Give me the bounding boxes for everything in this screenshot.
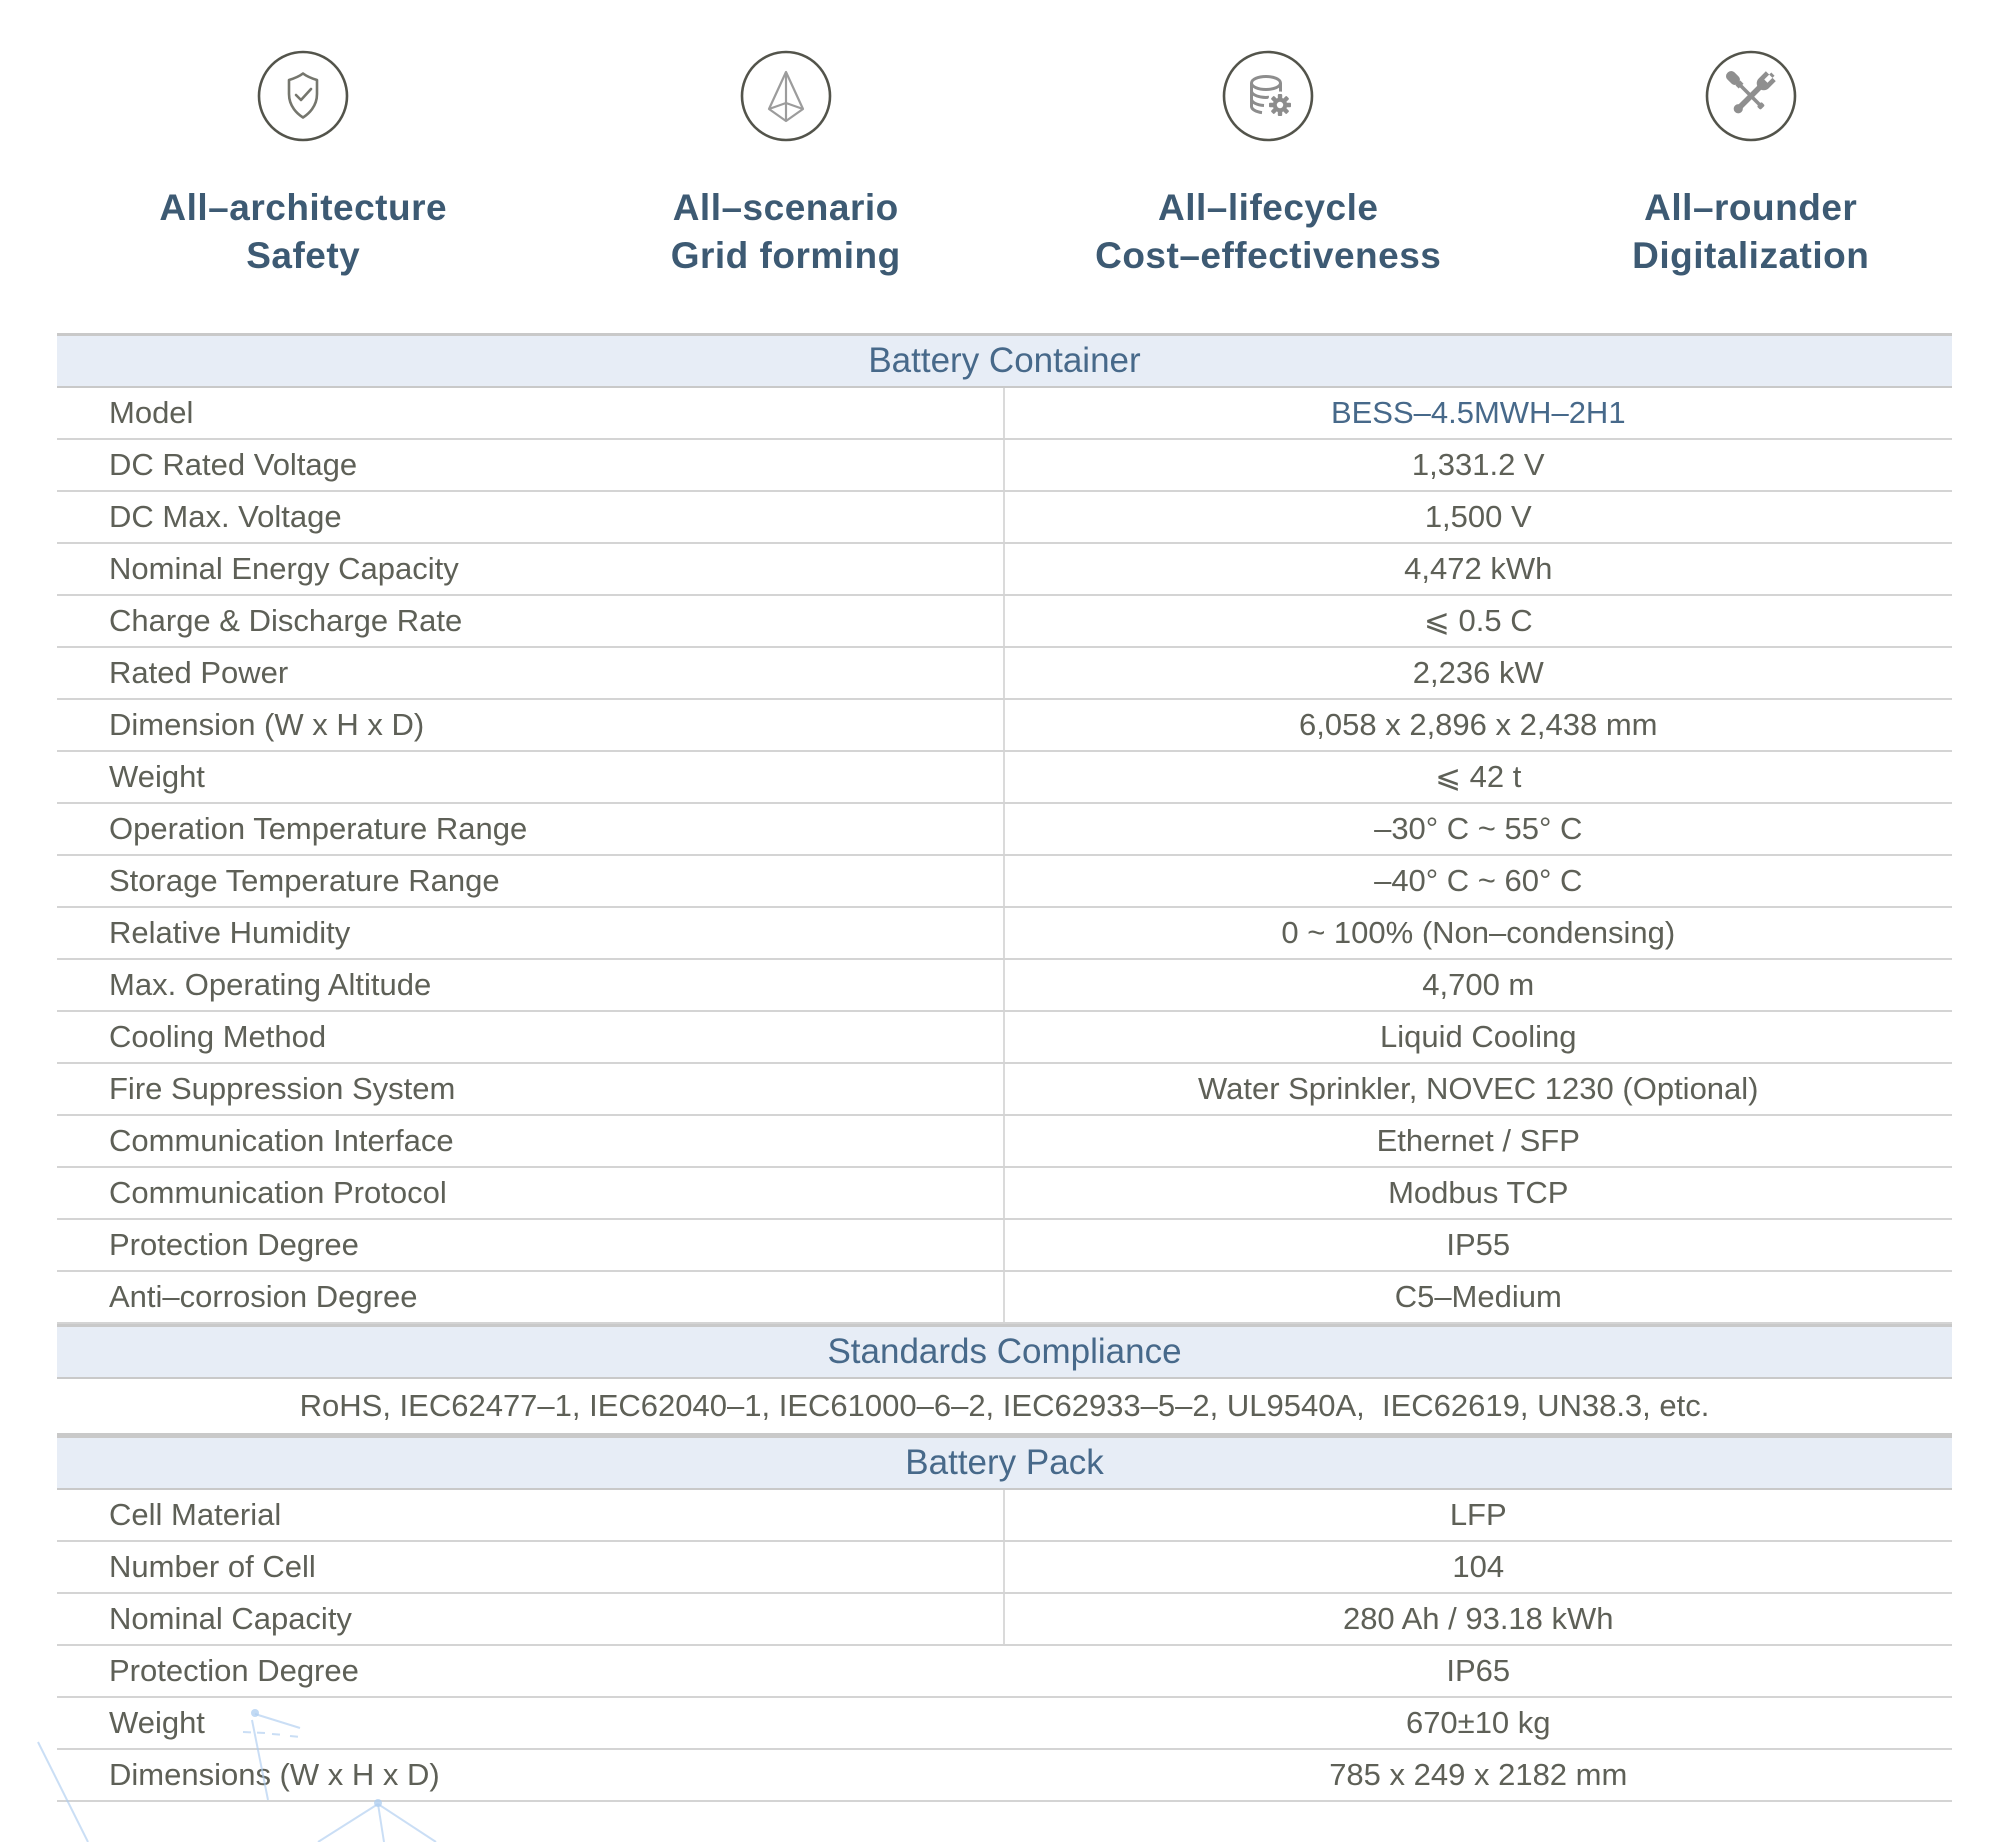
spec-value: 0 ~ 100% (Non–condensing)	[1281, 915, 1676, 950]
spec-label: Cell Material	[57, 1490, 1005, 1540]
spec-row	[57, 388, 1952, 440]
spec-value: 2,236 kW	[1412, 655, 1544, 690]
section-title: Battery Container	[57, 333, 1952, 388]
spec-row	[57, 908, 1952, 960]
feature-caption-line1: All–rounder	[1644, 187, 1858, 228]
spec-row	[57, 700, 1952, 752]
spec-row	[57, 492, 1952, 544]
spec-row	[57, 1220, 1952, 1272]
spec-value: 1,331.2 V	[1411, 447, 1545, 482]
spec-label: Communication Interface	[57, 1116, 1005, 1166]
feature-caption	[159, 184, 447, 280]
spec-row	[57, 1490, 1952, 1542]
spec-label: DC Rated Voltage	[57, 440, 1005, 490]
spec-value: 4,472 kWh	[1404, 551, 1553, 586]
feature-caption-line1: All–scenario	[672, 187, 899, 228]
spec-row	[57, 1698, 1952, 1750]
spec-value: BESS–4.5MWH–2H1	[1330, 395, 1626, 430]
spec-row	[57, 752, 1952, 804]
spec-row	[57, 544, 1952, 596]
feature-caption-line2: Digitalization	[1632, 235, 1870, 276]
feature-caption-line2: Safety	[246, 235, 361, 276]
spec-row	[57, 1064, 1952, 1116]
spec-value: 1,500 V	[1424, 499, 1532, 534]
spec-value: LFP	[1449, 1497, 1507, 1532]
feature-caption-line1: All–lifecycle	[1158, 187, 1379, 228]
spec-value: 6,058 x 2,896 x 2,438 mm	[1299, 707, 1658, 742]
shield-check-icon	[255, 48, 351, 144]
spec-label: Fire Suppression System	[57, 1064, 1005, 1114]
spec-value: –30° C ~ 55° C	[1374, 811, 1583, 846]
spec-value: Water Sprinkler, NOVEC 1230 (Optional)	[1197, 1071, 1759, 1106]
spec-value: Ethernet / SFP	[1376, 1123, 1580, 1158]
spec-label: Model	[57, 388, 1005, 438]
features-row	[62, 48, 1992, 280]
spec-label: Cooling Method	[57, 1012, 1005, 1062]
spec-label: Max. Operating Altitude	[57, 960, 1005, 1010]
spec-row	[57, 648, 1952, 700]
gear-glyph	[1269, 94, 1291, 116]
spec-row	[57, 1594, 1952, 1646]
database-gear-icon	[1220, 48, 1316, 144]
spec-label: Nominal Energy Capacity	[57, 544, 1005, 594]
spec-row	[57, 440, 1952, 492]
feature-all-architecture-safety	[62, 48, 545, 280]
section-title: Standards Compliance	[57, 1324, 1952, 1379]
spec-value: Liquid Cooling	[1380, 1019, 1577, 1054]
spec-label: Anti–corrosion Degree	[57, 1272, 1005, 1322]
spec-value: ⩽ 42 t	[1435, 759, 1522, 794]
spec-label: Nominal Capacity	[57, 1594, 1005, 1644]
spec-row	[57, 804, 1952, 856]
spec-label: Charge & Discharge Rate	[57, 596, 1005, 646]
spec-value: IP65	[1446, 1653, 1511, 1688]
spec-row	[57, 1646, 1952, 1698]
spec-label: Storage Temperature Range	[57, 856, 1005, 906]
spec-label: Number of Cell	[57, 1542, 1005, 1592]
spec-label: Communication Protocol	[57, 1168, 1005, 1218]
feature-all-rounder-digitalization	[1510, 48, 1993, 280]
spec-value: 104	[1452, 1549, 1505, 1584]
spec-value: 280 Ah / 93.18 kWh	[1342, 1601, 1614, 1636]
feature-caption-line2: Cost–effectiveness	[1095, 235, 1442, 276]
spec-table	[57, 333, 1952, 1802]
spec-value: Modbus TCP	[1388, 1175, 1569, 1210]
feature-caption	[671, 184, 901, 280]
spec-row	[57, 1116, 1952, 1168]
spec-row	[57, 1168, 1952, 1220]
spec-label: Dimensions (W x H x D)	[109, 1757, 440, 1792]
spec-value: IP55	[1446, 1227, 1511, 1262]
spec-label: DC Max. Voltage	[57, 492, 1005, 542]
spec-label: Weight	[109, 1705, 205, 1740]
spec-value: C5–Medium	[1394, 1279, 1562, 1314]
spec-value: 785 x 249 x 2182 mm	[1329, 1757, 1628, 1792]
spec-label: Dimension (W x H x D)	[57, 700, 1005, 750]
spec-row	[57, 1012, 1952, 1064]
spec-label: Relative Humidity	[57, 908, 1005, 958]
spec-label: Operation Temperature Range	[57, 804, 1005, 854]
prism-icon	[738, 48, 834, 144]
tools-icon	[1703, 48, 1799, 144]
spec-value: –40° C ~ 60° C	[1374, 863, 1583, 898]
spec-label: Weight	[57, 752, 1005, 802]
spec-label: Protection Degree	[109, 1653, 359, 1688]
spec-row	[57, 1750, 1952, 1802]
compliance-row: RoHS, IEC62477–1, IEC62040–1, IEC61000–6–2, IEC62933–5–2, UL9540A, IEC62619, UN38.3, etc.	[57, 1379, 1952, 1435]
spec-row	[57, 1542, 1952, 1594]
feature-all-lifecycle-cost-effectiveness	[1027, 48, 1510, 280]
spec-label: Rated Power	[57, 648, 1005, 698]
spec-value: 4,700 m	[1422, 967, 1535, 1002]
feature-caption-line2: Grid forming	[670, 235, 901, 276]
spec-row	[57, 856, 1952, 908]
spec-value: ⩽ 0.5 C	[1423, 603, 1533, 638]
feature-all-scenario-grid-forming	[545, 48, 1028, 280]
feature-caption	[1095, 184, 1441, 280]
spec-row	[57, 596, 1952, 648]
spec-row	[57, 960, 1952, 1012]
spec-row	[57, 1272, 1952, 1324]
feature-caption-line1: All–architecture	[159, 187, 448, 228]
spec-value: 670±10 kg	[1405, 1705, 1551, 1740]
spec-label: Protection Degree	[57, 1220, 1005, 1270]
section-title: Battery Pack	[57, 1435, 1952, 1490]
feature-caption	[1632, 184, 1869, 280]
